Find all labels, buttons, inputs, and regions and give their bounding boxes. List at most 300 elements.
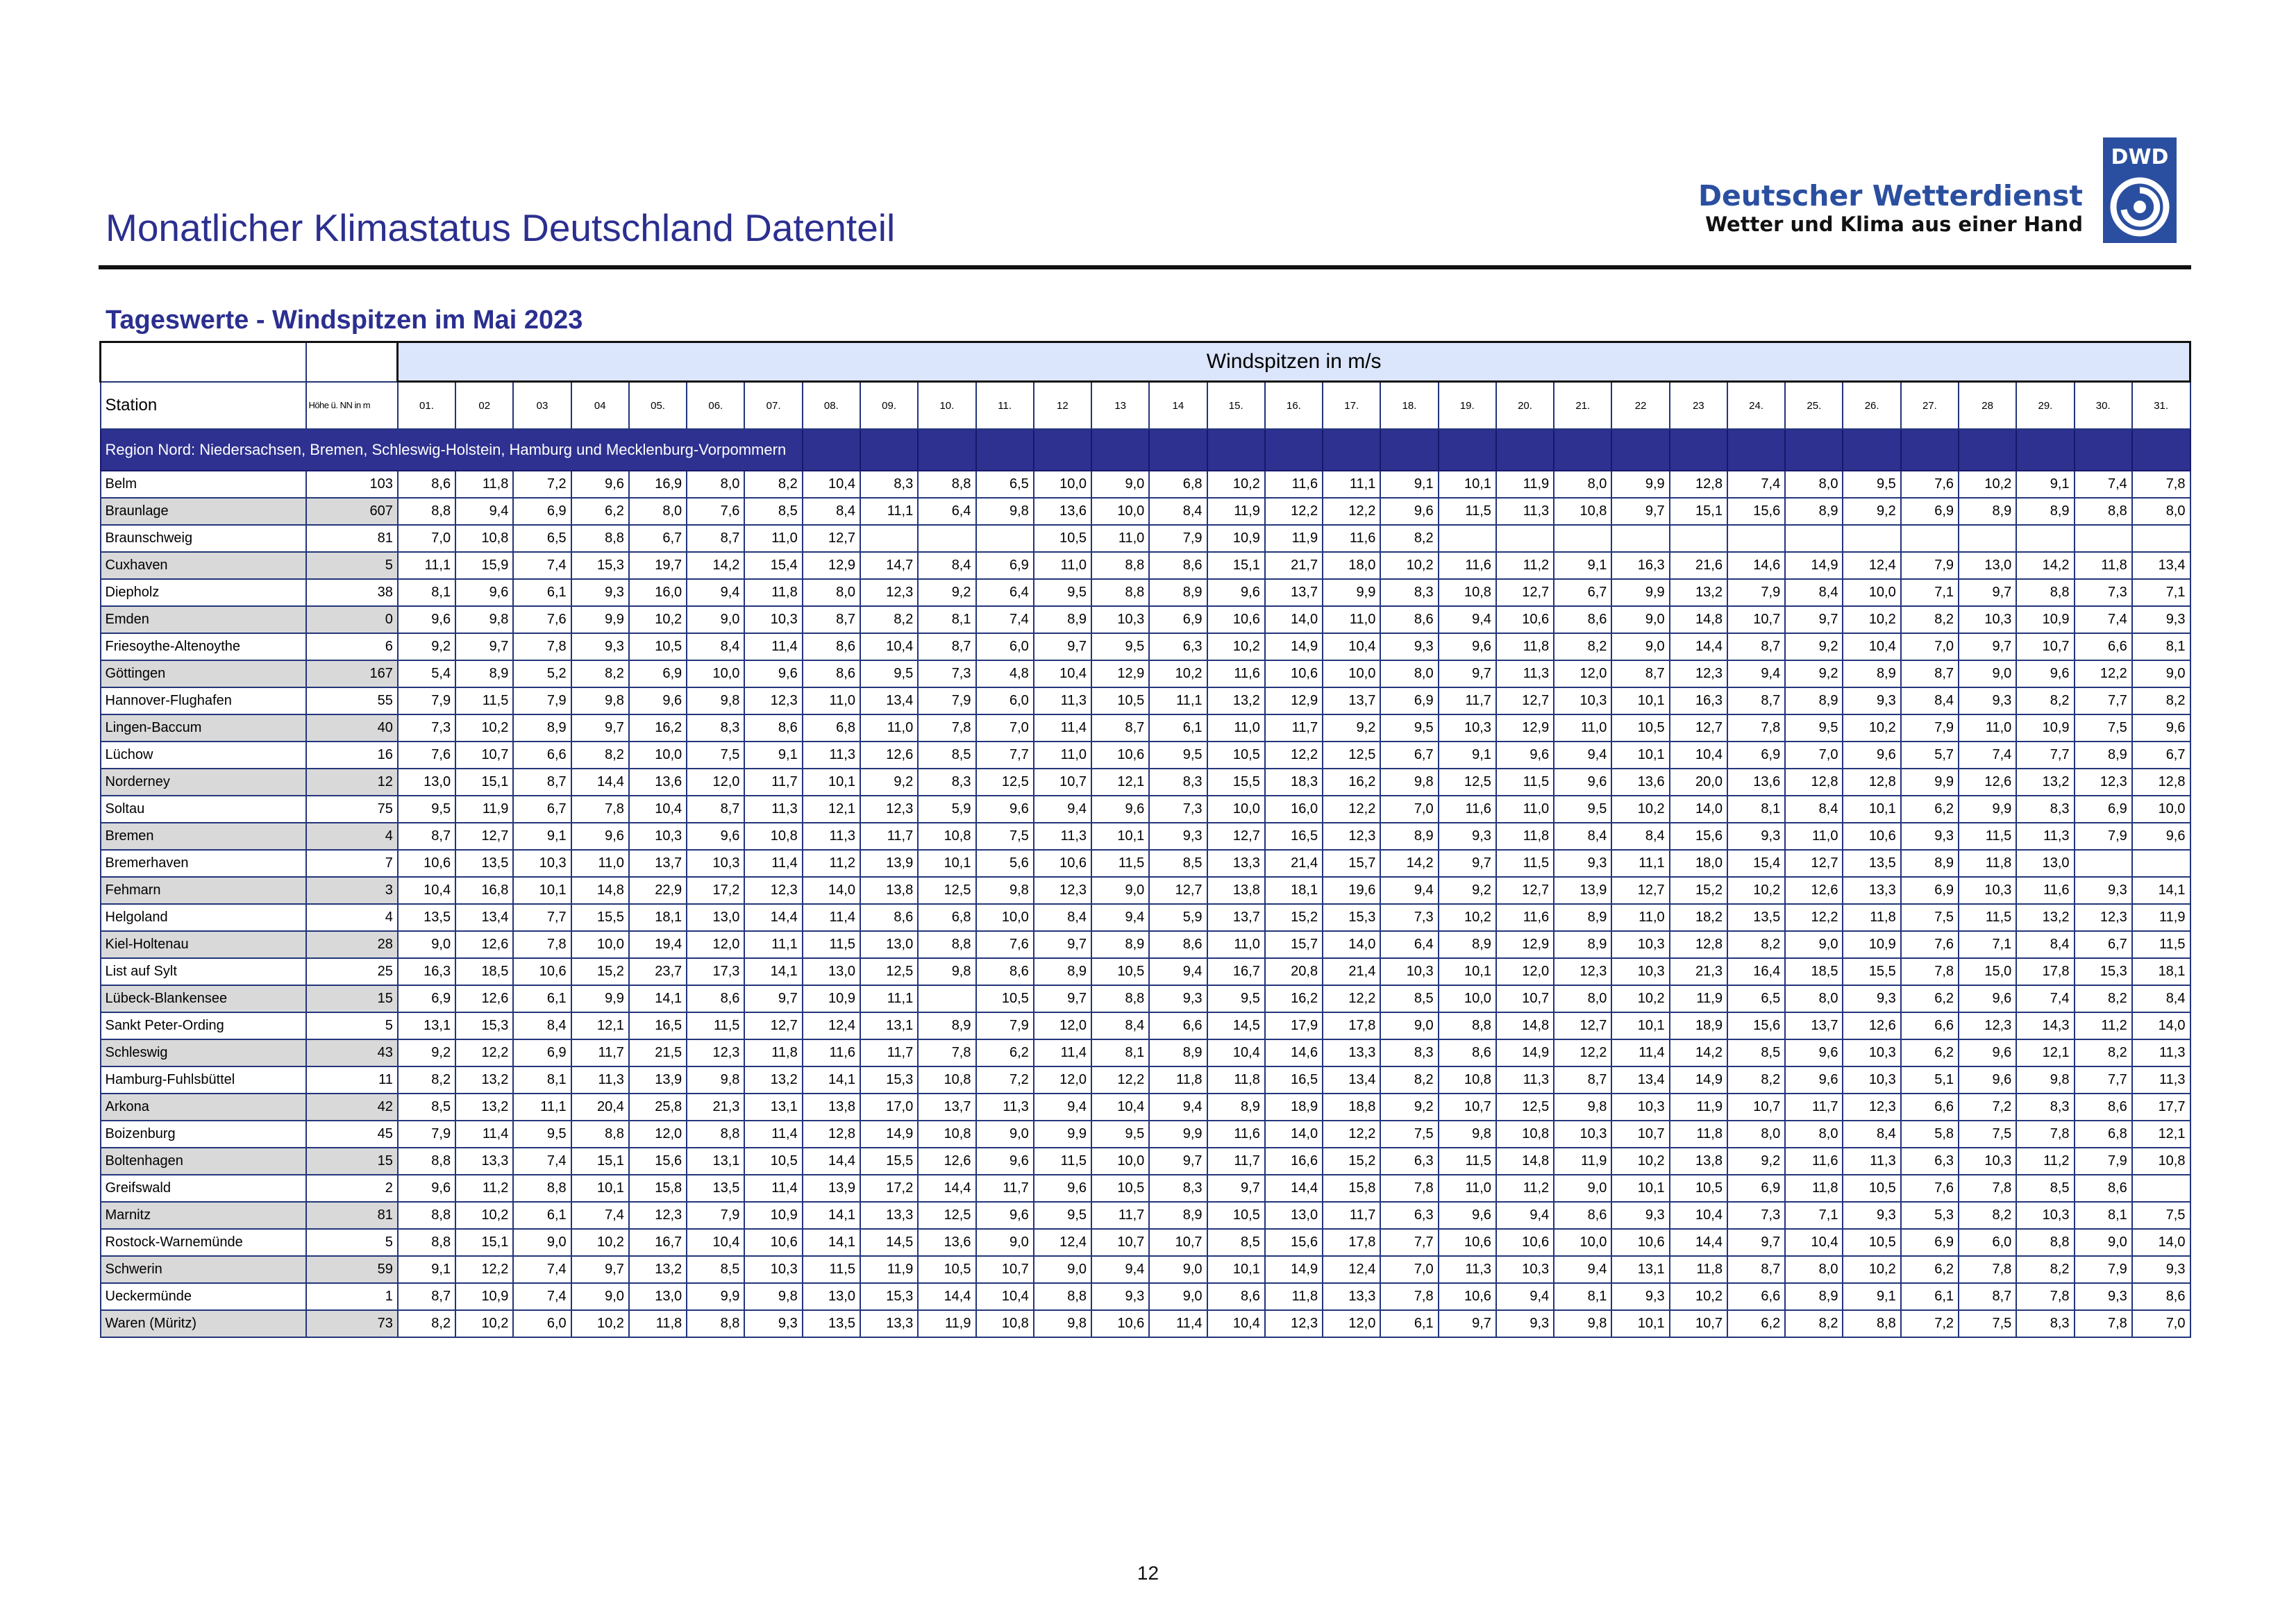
wind-value-cell: 12,8 bbox=[1785, 769, 1843, 796]
table-row bbox=[101, 850, 2190, 877]
wind-value-cell: 7,5 bbox=[2075, 714, 2132, 742]
wind-value-cell bbox=[2132, 1175, 2190, 1202]
wind-value-cell: 13,4 bbox=[1323, 1066, 1380, 1094]
wind-value-cell: 9,8 bbox=[918, 958, 975, 985]
wind-value-cell: 10,2 bbox=[1670, 1283, 1727, 1310]
day-header: 01. bbox=[398, 382, 455, 430]
wind-value-cell: 12,7 bbox=[1785, 850, 1843, 877]
wind-value-cell: 8,9 bbox=[513, 714, 571, 742]
day-header: 04 bbox=[571, 382, 629, 430]
wind-value-cell: 6,9 bbox=[1727, 742, 1785, 769]
wind-value-cell: 9,7 bbox=[1034, 633, 1091, 660]
wind-value-cell: 8,2 bbox=[2075, 1039, 2132, 1066]
region-band-cell bbox=[1439, 429, 1496, 471]
wind-value-cell: 15,3 bbox=[1323, 904, 1380, 931]
table-row bbox=[101, 1066, 2190, 1094]
wind-value-cell: 9,0 bbox=[687, 606, 744, 633]
wind-value-cell: 8,4 bbox=[1901, 687, 1959, 714]
wind-value-cell: 11,8 bbox=[1959, 850, 2016, 877]
wind-value-cell: 11,3 bbox=[2132, 1066, 2190, 1094]
wind-value-cell: 8,2 bbox=[1785, 1310, 1843, 1337]
station-name: Lübeck-Blankensee bbox=[101, 985, 307, 1012]
wind-value-cell: 11,5 bbox=[687, 1012, 744, 1039]
wind-value-cell: 12,3 bbox=[1554, 958, 1611, 985]
table-row bbox=[101, 660, 2190, 687]
wind-value-cell: 11,0 bbox=[803, 687, 860, 714]
wind-value-cell: 7,6 bbox=[1901, 1175, 1959, 1202]
station-name: Schleswig bbox=[101, 1039, 307, 1066]
wind-value-cell: 11,3 bbox=[744, 796, 802, 823]
section-title: Tageswerte - Windspitzen im Mai 2023 bbox=[106, 305, 583, 335]
wind-value-cell: 11,1 bbox=[513, 1094, 571, 1121]
wind-value-cell: 9,6 bbox=[2016, 660, 2074, 687]
wind-value-cell: 14,9 bbox=[860, 1121, 918, 1148]
region-band-cell bbox=[976, 429, 1034, 471]
wind-value-cell: 10,0 bbox=[687, 660, 744, 687]
wind-value-cell: 8,2 bbox=[398, 1066, 455, 1094]
wind-value-cell: 11,1 bbox=[1323, 471, 1380, 498]
table-row bbox=[101, 1256, 2190, 1283]
station-name: Schwerin bbox=[101, 1256, 307, 1283]
wind-value-cell: 13,0 bbox=[629, 1283, 687, 1310]
wind-value-cell: 13,7 bbox=[629, 850, 687, 877]
station-name: Arkona bbox=[101, 1094, 307, 1121]
wind-value-cell: 8,3 bbox=[1149, 1175, 1207, 1202]
wind-value-cell: 15,1 bbox=[1207, 552, 1265, 579]
wind-value-cell: 8,9 bbox=[918, 1012, 975, 1039]
wind-value-cell: 10,9 bbox=[803, 985, 860, 1012]
wind-value-cell: 14,1 bbox=[629, 985, 687, 1012]
wind-value-cell: 6,4 bbox=[976, 579, 1034, 606]
wind-value-cell: 15,1 bbox=[1670, 498, 1727, 525]
wind-value-cell bbox=[1670, 525, 1727, 552]
wind-value-cell: 10,1 bbox=[513, 877, 571, 904]
station-height: 103 bbox=[306, 471, 397, 498]
wind-value-cell: 9,3 bbox=[1091, 1283, 1149, 1310]
wind-value-cell: 7,7 bbox=[976, 742, 1034, 769]
wind-value-cell: 10,7 bbox=[1091, 1229, 1149, 1256]
wind-value-cell: 19,6 bbox=[1323, 877, 1380, 904]
wind-value-cell: 10,3 bbox=[1843, 1066, 1900, 1094]
wind-value-cell: 6,9 bbox=[1380, 687, 1438, 714]
wind-value-cell: 15,5 bbox=[860, 1148, 918, 1175]
wind-value-cell: 11,0 bbox=[1091, 525, 1149, 552]
wind-value-cell: 15,4 bbox=[1727, 850, 1785, 877]
wind-value-cell: 18,1 bbox=[1265, 877, 1323, 904]
wind-value-cell: 11,6 bbox=[1439, 796, 1496, 823]
wind-value-cell: 8,6 bbox=[1149, 931, 1207, 958]
wind-value-cell: 6,9 bbox=[2075, 796, 2132, 823]
wind-value-cell: 12,3 bbox=[1670, 660, 1727, 687]
wind-value-cell: 10,2 bbox=[1611, 1148, 1669, 1175]
wind-value-cell: 9,0 bbox=[2075, 1229, 2132, 1256]
wind-value-cell: 10,5 bbox=[1034, 525, 1091, 552]
wind-value-cell: 10,2 bbox=[1843, 606, 1900, 633]
wind-value-cell: 15,3 bbox=[571, 552, 629, 579]
wind-value-cell: 16,0 bbox=[1265, 796, 1323, 823]
wind-value-cell: 9,0 bbox=[976, 1229, 1034, 1256]
wind-value-cell: 12,7 bbox=[1496, 877, 1554, 904]
wind-value-cell: 10,8 bbox=[2132, 1148, 2190, 1175]
wind-value-cell: 10,3 bbox=[1091, 606, 1149, 633]
wind-value-cell: 7,8 bbox=[918, 714, 975, 742]
wind-value-cell bbox=[1554, 525, 1611, 552]
wind-value-cell: 9,9 bbox=[1959, 796, 2016, 823]
wind-value-cell: 8,2 bbox=[1554, 633, 1611, 660]
wind-value-cell: 9,4 bbox=[1149, 958, 1207, 985]
wind-value-cell: 12,2 bbox=[1091, 1066, 1149, 1094]
wind-value-cell: 8,2 bbox=[1380, 1066, 1438, 1094]
wind-value-cell: 11,6 bbox=[2016, 877, 2074, 904]
wind-value-cell: 11,4 bbox=[1611, 1039, 1669, 1066]
station-name: Lingen-Baccum bbox=[101, 714, 307, 742]
wind-value-cell: 9,6 bbox=[1380, 498, 1438, 525]
wind-value-cell: 11,0 bbox=[1785, 823, 1843, 850]
station-height: 75 bbox=[306, 796, 397, 823]
wind-value-cell: 7,9 bbox=[918, 687, 975, 714]
wind-value-cell: 11,0 bbox=[1323, 606, 1380, 633]
wind-value-cell: 4,8 bbox=[976, 660, 1034, 687]
wind-value-cell: 8,4 bbox=[2016, 931, 2074, 958]
wind-value-cell: 14,8 bbox=[1670, 606, 1727, 633]
dwd-brand bbox=[1691, 137, 2177, 243]
wind-value-cell: 6,2 bbox=[976, 1039, 1034, 1066]
height-header: Höhe ü. NN in m bbox=[306, 382, 397, 430]
wind-value-cell: 7,9 bbox=[1901, 552, 1959, 579]
wind-value-cell: 8,8 bbox=[398, 1229, 455, 1256]
day-header: 05. bbox=[629, 382, 687, 430]
wind-value-cell: 14,0 bbox=[2132, 1229, 2190, 1256]
wind-value-cell: 8,6 bbox=[1439, 1039, 1496, 1066]
wind-value-cell: 7,8 bbox=[2075, 1310, 2132, 1337]
wind-value-cell bbox=[1496, 525, 1554, 552]
wind-value-cell: 10,3 bbox=[1843, 1039, 1900, 1066]
wind-value-cell: 11,3 bbox=[2016, 823, 2074, 850]
wind-value-cell: 9,5 bbox=[1554, 796, 1611, 823]
wind-value-cell: 8,1 bbox=[918, 606, 975, 633]
wind-value-cell: 6,7 bbox=[513, 796, 571, 823]
wind-value-cell: 11,1 bbox=[1611, 850, 1669, 877]
logo-text: DWD bbox=[2111, 145, 2169, 169]
wind-value-cell: 10,5 bbox=[1670, 1175, 1727, 1202]
wind-value-cell: 9,3 bbox=[1727, 823, 1785, 850]
wind-value-cell: 9,3 bbox=[1380, 633, 1438, 660]
wind-value-cell: 9,6 bbox=[1843, 742, 1900, 769]
region-band-cell bbox=[1265, 429, 1323, 471]
wind-value-cell: 10,4 bbox=[1034, 660, 1091, 687]
wind-value-cell: 9,6 bbox=[976, 1202, 1034, 1229]
wind-value-cell: 11,3 bbox=[803, 823, 860, 850]
table-row bbox=[101, 769, 2190, 796]
wind-value-cell: 10,7 bbox=[1149, 1229, 1207, 1256]
wind-value-cell: 8,6 bbox=[1554, 606, 1611, 633]
wind-value-cell: 8,7 bbox=[1611, 660, 1669, 687]
wind-value-cell: 11,8 bbox=[1207, 1066, 1265, 1094]
wind-value-cell: 10,0 bbox=[976, 904, 1034, 931]
wind-value-cell: 10,2 bbox=[1149, 660, 1207, 687]
wind-value-cell: 10,2 bbox=[1380, 552, 1438, 579]
wind-value-cell: 13,7 bbox=[1207, 904, 1265, 931]
wind-value-cell: 12,6 bbox=[860, 742, 918, 769]
wind-value-cell: 11,3 bbox=[571, 1066, 629, 1094]
wind-value-cell: 14,8 bbox=[1496, 1012, 1554, 1039]
day-header: 11. bbox=[976, 382, 1034, 430]
wind-value-cell: 9,4 bbox=[1439, 606, 1496, 633]
wind-value-cell: 18,9 bbox=[1670, 1012, 1727, 1039]
page-number: 12 bbox=[1137, 1562, 1159, 1584]
wind-value-cell: 14,9 bbox=[1265, 1256, 1323, 1283]
wind-value-cell: 15,6 bbox=[1727, 1012, 1785, 1039]
wind-value-cell: 8,9 bbox=[1785, 1283, 1843, 1310]
table-row bbox=[101, 1039, 2190, 1066]
wind-value-cell: 25,8 bbox=[629, 1094, 687, 1121]
wind-value-cell: 17,0 bbox=[860, 1094, 918, 1121]
station-name: List auf Sylt bbox=[101, 958, 307, 985]
wind-value-cell: 7,7 bbox=[2016, 742, 2074, 769]
station-name: Belm bbox=[101, 471, 307, 498]
wind-value-cell: 11,3 bbox=[1496, 660, 1554, 687]
station-name: Braunschweig bbox=[101, 525, 307, 552]
wind-value-cell: 13,5 bbox=[687, 1175, 744, 1202]
wind-value-cell: 9,0 bbox=[1034, 1256, 1091, 1283]
wind-value-cell: 13,4 bbox=[2132, 552, 2190, 579]
wind-value-cell: 13,2 bbox=[744, 1066, 802, 1094]
wind-value-cell: 9,6 bbox=[1959, 985, 2016, 1012]
wind-value-cell: 14,4 bbox=[1265, 1175, 1323, 1202]
station-height: 5 bbox=[306, 552, 397, 579]
wind-value-cell: 14,1 bbox=[2132, 877, 2190, 904]
wind-value-cell: 7,3 bbox=[1727, 1202, 1785, 1229]
wind-value-cell: 11,0 bbox=[1554, 714, 1611, 742]
wind-value-cell: 12,3 bbox=[860, 579, 918, 606]
group-header: Windspitzen in m/s bbox=[398, 342, 2190, 382]
wind-value-cell: 10,3 bbox=[744, 1256, 802, 1283]
wind-value-cell: 11,5 bbox=[1496, 850, 1554, 877]
wind-value-cell: 12,6 bbox=[1843, 1012, 1900, 1039]
wind-value-cell bbox=[918, 525, 975, 552]
wind-value-cell: 6,2 bbox=[1901, 1039, 1959, 1066]
wind-value-cell bbox=[1901, 525, 1959, 552]
station-height: 15 bbox=[306, 985, 397, 1012]
wind-value-cell: 13,3 bbox=[1323, 1283, 1380, 1310]
wind-value-cell: 9,5 bbox=[1149, 742, 1207, 769]
station-height: 3 bbox=[306, 877, 397, 904]
wind-value-cell: 8,8 bbox=[571, 525, 629, 552]
wind-value-cell: 10,2 bbox=[1611, 796, 1669, 823]
wind-value-cell: 10,3 bbox=[1554, 1121, 1611, 1148]
wind-value-cell: 9,0 bbox=[513, 1229, 571, 1256]
region-band-cell bbox=[1380, 429, 1438, 471]
wind-value-cell: 9,8 bbox=[455, 606, 513, 633]
wind-value-cell: 11,8 bbox=[1785, 1175, 1843, 1202]
wind-value-cell: 8,7 bbox=[1727, 633, 1785, 660]
wind-value-cell: 15,9 bbox=[455, 552, 513, 579]
wind-value-cell: 8,5 bbox=[918, 742, 975, 769]
wind-value-cell: 11,5 bbox=[1959, 823, 2016, 850]
wind-value-cell: 9,9 bbox=[687, 1283, 744, 1310]
wind-value-cell: 15,6 bbox=[629, 1148, 687, 1175]
wind-value-cell: 8,3 bbox=[2016, 796, 2074, 823]
wind-value-cell: 11,9 bbox=[455, 796, 513, 823]
wind-value-cell: 10,1 bbox=[1439, 958, 1496, 985]
wind-value-cell: 10,3 bbox=[513, 850, 571, 877]
wind-value-cell: 11,7 bbox=[860, 823, 918, 850]
wind-value-cell: 14,5 bbox=[860, 1229, 918, 1256]
wind-value-cell: 9,9 bbox=[1611, 471, 1669, 498]
wind-value-cell: 7,2 bbox=[976, 1066, 1034, 1094]
wind-value-cell: 6,9 bbox=[513, 1039, 571, 1066]
wind-value-cell: 8,7 bbox=[687, 525, 744, 552]
wind-value-cell: 9,4 bbox=[455, 498, 513, 525]
wind-value-cell: 13,9 bbox=[803, 1175, 860, 1202]
wind-value-cell: 12,1 bbox=[2132, 1121, 2190, 1148]
wind-value-cell: 13,1 bbox=[744, 1094, 802, 1121]
wind-value-cell: 10,4 bbox=[1670, 742, 1727, 769]
wind-value-cell: 9,4 bbox=[1149, 1094, 1207, 1121]
wind-value-cell: 11,6 bbox=[1785, 1148, 1843, 1175]
wind-value-cell: 11,6 bbox=[1207, 660, 1265, 687]
wind-value-cell: 8,1 bbox=[513, 1066, 571, 1094]
wind-value-cell: 11,7 bbox=[744, 769, 802, 796]
wind-value-cell: 8,9 bbox=[1554, 931, 1611, 958]
wind-value-cell: 8,7 bbox=[803, 606, 860, 633]
wind-value-cell: 12,6 bbox=[1959, 769, 2016, 796]
table-row bbox=[101, 1148, 2190, 1175]
wind-value-cell: 10,0 bbox=[1091, 498, 1149, 525]
wind-value-cell: 10,5 bbox=[976, 985, 1034, 1012]
wind-value-cell: 10,2 bbox=[455, 714, 513, 742]
wind-value-cell: 15,6 bbox=[1265, 1229, 1323, 1256]
wind-value-cell: 11,1 bbox=[1149, 687, 1207, 714]
station-height: 5 bbox=[306, 1012, 397, 1039]
wind-value-cell: 7,5 bbox=[1959, 1310, 2016, 1337]
wind-value-cell: 9,4 bbox=[1496, 1202, 1554, 1229]
wind-value-cell: 6,3 bbox=[1901, 1148, 1959, 1175]
wind-value-cell: 9,6 bbox=[571, 471, 629, 498]
wind-value-cell bbox=[2132, 850, 2190, 877]
wind-value-cell: 14,4 bbox=[803, 1148, 860, 1175]
wind-value-cell: 7,3 bbox=[2075, 579, 2132, 606]
station-name: Emden bbox=[101, 606, 307, 633]
wind-value-cell: 8,8 bbox=[513, 1175, 571, 1202]
wind-value-cell: 13,8 bbox=[860, 877, 918, 904]
wind-value-cell: 8,0 bbox=[629, 498, 687, 525]
wind-value-cell: 13,6 bbox=[1611, 769, 1669, 796]
wind-value-cell: 11,0 bbox=[1207, 714, 1265, 742]
wind-value-cell: 11,1 bbox=[398, 552, 455, 579]
wind-value-cell: 8,8 bbox=[2016, 579, 2074, 606]
day-header: 09. bbox=[860, 382, 918, 430]
wind-value-cell: 6,2 bbox=[1727, 1310, 1785, 1337]
wind-value-cell: 15,0 bbox=[1959, 958, 2016, 985]
wind-value-cell: 11,9 bbox=[1670, 985, 1727, 1012]
wind-value-cell: 14,9 bbox=[1670, 1066, 1727, 1094]
wind-value-cell: 10,2 bbox=[629, 606, 687, 633]
wind-value-cell: 14,0 bbox=[803, 877, 860, 904]
wind-value-cell: 7,0 bbox=[1785, 742, 1843, 769]
wind-value-cell: 15,7 bbox=[1323, 850, 1380, 877]
station-height: 5 bbox=[306, 1229, 397, 1256]
wind-value-cell: 8,4 bbox=[803, 498, 860, 525]
wind-value-cell: 8,0 bbox=[2132, 498, 2190, 525]
wind-value-cell: 8,6 bbox=[976, 958, 1034, 985]
wind-value-cell: 13,2 bbox=[2016, 769, 2074, 796]
wind-value-cell: 8,9 bbox=[1091, 931, 1149, 958]
wind-value-cell: 14,9 bbox=[1265, 633, 1323, 660]
wind-value-cell: 11,8 bbox=[1265, 1283, 1323, 1310]
wind-value-cell: 16,2 bbox=[629, 714, 687, 742]
wind-value-cell: 8,7 bbox=[1959, 1283, 2016, 1310]
wind-value-cell: 10,4 bbox=[1091, 1094, 1149, 1121]
wind-value-cell: 7,8 bbox=[2132, 471, 2190, 498]
wind-value-cell: 7,5 bbox=[1959, 1121, 2016, 1148]
wind-value-cell: 8,3 bbox=[687, 714, 744, 742]
wind-value-cell: 6,5 bbox=[976, 471, 1034, 498]
wind-value-cell: 10,2 bbox=[1611, 985, 1669, 1012]
wind-value-cell: 8,0 bbox=[1785, 1121, 1843, 1148]
wind-value-cell: 17,2 bbox=[687, 877, 744, 904]
wind-value-cell: 12,3 bbox=[1034, 877, 1091, 904]
table-row bbox=[101, 552, 2190, 579]
wind-value-cell: 15,6 bbox=[1670, 823, 1727, 850]
wind-value-cell: 10,2 bbox=[1207, 633, 1265, 660]
wind-value-cell: 8,5 bbox=[1149, 850, 1207, 877]
wind-value-cell: 8,9 bbox=[455, 660, 513, 687]
wind-value-cell bbox=[2075, 525, 2132, 552]
wind-value-cell: 11,9 bbox=[918, 1310, 975, 1337]
wind-value-cell: 12,3 bbox=[629, 1202, 687, 1229]
wind-value-cell: 7,5 bbox=[1380, 1121, 1438, 1148]
table-row bbox=[101, 904, 2190, 931]
wind-value-cell: 10,0 bbox=[629, 742, 687, 769]
table-row bbox=[101, 1310, 2190, 1337]
wind-value-cell: 14,2 bbox=[2016, 552, 2074, 579]
wind-value-cell: 11,0 bbox=[1034, 742, 1091, 769]
station-height: 15 bbox=[306, 1148, 397, 1175]
wind-value-cell: 9,7 bbox=[1959, 579, 2016, 606]
wind-value-cell: 11,7 bbox=[1439, 687, 1496, 714]
wind-value-cell: 9,3 bbox=[1901, 823, 1959, 850]
wind-value-cell: 6,1 bbox=[1149, 714, 1207, 742]
wind-value-cell bbox=[1785, 525, 1843, 552]
wind-value-cell: 6,2 bbox=[571, 498, 629, 525]
table-row bbox=[101, 985, 2190, 1012]
wind-value-cell: 13,0 bbox=[687, 904, 744, 931]
wind-value-cell: 8,5 bbox=[398, 1094, 455, 1121]
wind-value-cell: 10,6 bbox=[744, 1229, 802, 1256]
wind-value-cell: 6,9 bbox=[1149, 606, 1207, 633]
wind-value-cell: 11,7 bbox=[571, 1039, 629, 1066]
wind-value-cell: 7,4 bbox=[2075, 471, 2132, 498]
wind-value-cell: 12,9 bbox=[1496, 931, 1554, 958]
wind-value-cell: 16,5 bbox=[1265, 823, 1323, 850]
header-row-columns bbox=[101, 382, 2190, 430]
wind-value-cell: 6,2 bbox=[1901, 1256, 1959, 1283]
wind-value-cell: 9,3 bbox=[1611, 1283, 1669, 1310]
wind-value-cell: 10,7 bbox=[455, 742, 513, 769]
wind-value-cell: 10,4 bbox=[1785, 1229, 1843, 1256]
wind-value-cell: 7,0 bbox=[2132, 1310, 2190, 1337]
wind-value-cell: 9,8 bbox=[1034, 1310, 1091, 1337]
wind-value-cell: 9,4 bbox=[1091, 904, 1149, 931]
wind-value-cell: 6,0 bbox=[976, 687, 1034, 714]
station-name: Bremen bbox=[101, 823, 307, 850]
region-band-cell bbox=[918, 429, 975, 471]
wind-value-cell: 10,7 bbox=[1496, 985, 1554, 1012]
wind-value-cell: 9,6 bbox=[1496, 742, 1554, 769]
wind-value-cell: 14,0 bbox=[1265, 1121, 1323, 1148]
wind-value-cell: 11,6 bbox=[1323, 525, 1380, 552]
